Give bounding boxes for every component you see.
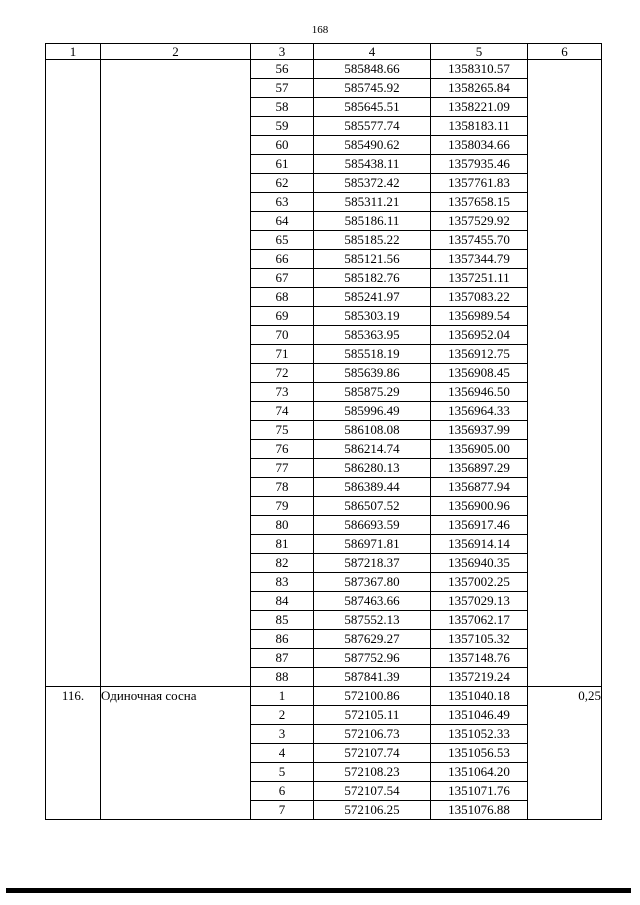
y-coordinate-cell: 1356897.29	[431, 459, 528, 478]
x-coordinate-cell: 585645.51	[314, 98, 431, 117]
point-number-cell: 74	[251, 402, 314, 421]
x-coordinate-cell: 585577.74	[314, 117, 431, 136]
header-row	[46, 44, 602, 60]
point-number-cell: 62	[251, 174, 314, 193]
object-number-cell: 116.	[46, 687, 101, 820]
x-coordinate-cell: 585311.21	[314, 193, 431, 212]
table-row	[46, 687, 602, 706]
y-coordinate-cell: 1356989.54	[431, 307, 528, 326]
x-coordinate-cell: 586108.08	[314, 421, 431, 440]
y-coordinate-cell: 1357105.32	[431, 630, 528, 649]
point-number-cell: 59	[251, 117, 314, 136]
y-coordinate-cell: 1357148.76	[431, 649, 528, 668]
x-coordinate-cell: 585438.11	[314, 155, 431, 174]
y-coordinate-cell: 1358310.57	[431, 60, 528, 79]
point-number-cell: 71	[251, 345, 314, 364]
x-coordinate-cell: 572105.11	[314, 706, 431, 725]
x-coordinate-cell: 572106.73	[314, 725, 431, 744]
x-coordinate-cell: 586507.52	[314, 497, 431, 516]
y-coordinate-cell: 1357935.46	[431, 155, 528, 174]
header-col-1: 1	[46, 44, 101, 60]
y-coordinate-cell: 1357529.92	[431, 212, 528, 231]
point-number-cell: 85	[251, 611, 314, 630]
x-coordinate-cell: 585363.95	[314, 326, 431, 345]
point-number-cell: 84	[251, 592, 314, 611]
y-coordinate-cell: 1351071.76	[431, 782, 528, 801]
y-coordinate-cell: 1356946.50	[431, 383, 528, 402]
y-coordinate-cell: 1357002.25	[431, 573, 528, 592]
y-coordinate-cell: 1357251.11	[431, 269, 528, 288]
point-number-cell: 75	[251, 421, 314, 440]
y-coordinate-cell: 1351076.88	[431, 801, 528, 820]
x-coordinate-cell: 587463.66	[314, 592, 431, 611]
point-number-cell: 1	[251, 687, 314, 706]
y-coordinate-cell: 1358265.84	[431, 79, 528, 98]
point-number-cell: 65	[251, 231, 314, 250]
x-coordinate-cell: 572106.25	[314, 801, 431, 820]
y-coordinate-cell: 1358034.66	[431, 136, 528, 155]
x-coordinate-cell: 585745.92	[314, 79, 431, 98]
point-number-cell: 87	[251, 649, 314, 668]
y-coordinate-cell: 1357029.13	[431, 592, 528, 611]
x-coordinate-cell: 586693.59	[314, 516, 431, 535]
point-number-cell: 64	[251, 212, 314, 231]
x-coordinate-cell: 585875.29	[314, 383, 431, 402]
y-coordinate-cell: 1356908.45	[431, 364, 528, 383]
coordinates-table	[45, 43, 602, 820]
point-number-cell: 66	[251, 250, 314, 269]
x-coordinate-cell: 585303.19	[314, 307, 431, 326]
y-coordinate-cell: 1356964.33	[431, 402, 528, 421]
y-coordinate-cell: 1351046.49	[431, 706, 528, 725]
x-coordinate-cell: 587629.27	[314, 630, 431, 649]
x-coordinate-cell: 585639.86	[314, 364, 431, 383]
point-number-cell: 80	[251, 516, 314, 535]
x-coordinate-cell: 585121.56	[314, 250, 431, 269]
point-number-cell: 3	[251, 725, 314, 744]
y-coordinate-cell: 1356917.46	[431, 516, 528, 535]
table-body	[46, 60, 602, 820]
point-number-cell: 69	[251, 307, 314, 326]
x-coordinate-cell: 585996.49	[314, 402, 431, 421]
x-coordinate-cell: 587218.37	[314, 554, 431, 573]
point-number-cell: 63	[251, 193, 314, 212]
x-coordinate-cell: 587552.13	[314, 611, 431, 630]
x-coordinate-cell: 585186.11	[314, 212, 431, 231]
point-number-cell: 60	[251, 136, 314, 155]
y-coordinate-cell: 1358221.09	[431, 98, 528, 117]
object-number-cell	[46, 60, 101, 687]
point-number-cell: 73	[251, 383, 314, 402]
point-number-cell: 56	[251, 60, 314, 79]
point-number-cell: 5	[251, 763, 314, 782]
y-coordinate-cell: 1357062.17	[431, 611, 528, 630]
point-number-cell: 2	[251, 706, 314, 725]
point-number-cell: 86	[251, 630, 314, 649]
header-col-4: 4	[314, 44, 431, 60]
x-coordinate-cell: 587752.96	[314, 649, 431, 668]
x-coordinate-cell: 585848.66	[314, 60, 431, 79]
x-coordinate-cell: 585372.42	[314, 174, 431, 193]
x-coordinate-cell: 586389.44	[314, 478, 431, 497]
x-coordinate-cell: 587367.80	[314, 573, 431, 592]
y-coordinate-cell: 1357455.70	[431, 231, 528, 250]
point-number-cell: 61	[251, 155, 314, 174]
header-col-3: 3	[251, 44, 314, 60]
x-coordinate-cell: 572108.23	[314, 763, 431, 782]
header-col-6: 6	[528, 44, 602, 60]
area-cell	[528, 60, 602, 687]
x-coordinate-cell: 585241.97	[314, 288, 431, 307]
point-number-cell: 7	[251, 801, 314, 820]
point-number-cell: 78	[251, 478, 314, 497]
y-coordinate-cell: 1356952.04	[431, 326, 528, 345]
y-coordinate-cell: 1357219.24	[431, 668, 528, 687]
object-name-cell	[101, 60, 251, 687]
y-coordinate-cell: 1358183.11	[431, 117, 528, 136]
point-number-cell: 67	[251, 269, 314, 288]
x-coordinate-cell: 585518.19	[314, 345, 431, 364]
point-number-cell: 58	[251, 98, 314, 117]
y-coordinate-cell: 1356937.99	[431, 421, 528, 440]
footer-rule	[6, 888, 631, 893]
point-number-cell: 88	[251, 668, 314, 687]
y-coordinate-cell: 1356900.96	[431, 497, 528, 516]
x-coordinate-cell: 587841.39	[314, 668, 431, 687]
y-coordinate-cell: 1356914.14	[431, 535, 528, 554]
y-coordinate-cell: 1356940.35	[431, 554, 528, 573]
point-number-cell: 68	[251, 288, 314, 307]
y-coordinate-cell: 1351064.20	[431, 763, 528, 782]
x-coordinate-cell: 585185.22	[314, 231, 431, 250]
y-coordinate-cell: 1351052.33	[431, 725, 528, 744]
point-number-cell: 79	[251, 497, 314, 516]
y-coordinate-cell: 1356905.00	[431, 440, 528, 459]
y-coordinate-cell: 1356912.75	[431, 345, 528, 364]
point-number-cell: 83	[251, 573, 314, 592]
y-coordinate-cell: 1351056.53	[431, 744, 528, 763]
x-coordinate-cell: 585182.76	[314, 269, 431, 288]
table-row	[46, 60, 602, 79]
x-coordinate-cell: 572100.86	[314, 687, 431, 706]
x-coordinate-cell: 586280.13	[314, 459, 431, 478]
y-coordinate-cell: 1356877.94	[431, 478, 528, 497]
y-coordinate-cell: 1357761.83	[431, 174, 528, 193]
object-name-cell: Одиночная сосна	[101, 687, 251, 820]
point-number-cell: 70	[251, 326, 314, 345]
area-cell: 0,25	[528, 687, 602, 820]
page-number: 168	[311, 24, 329, 36]
x-coordinate-cell: 572107.74	[314, 744, 431, 763]
header-col-5: 5	[431, 44, 528, 60]
point-number-cell: 57	[251, 79, 314, 98]
y-coordinate-cell: 1357344.79	[431, 250, 528, 269]
point-number-cell: 6	[251, 782, 314, 801]
point-number-cell: 76	[251, 440, 314, 459]
point-number-cell: 82	[251, 554, 314, 573]
x-coordinate-cell: 586971.81	[314, 535, 431, 554]
x-coordinate-cell: 586214.74	[314, 440, 431, 459]
point-number-cell: 4	[251, 744, 314, 763]
header-col-2: 2	[101, 44, 251, 60]
point-number-cell: 77	[251, 459, 314, 478]
point-number-cell: 72	[251, 364, 314, 383]
y-coordinate-cell: 1351040.18	[431, 687, 528, 706]
x-coordinate-cell: 572107.54	[314, 782, 431, 801]
y-coordinate-cell: 1357658.15	[431, 193, 528, 212]
point-number-cell: 81	[251, 535, 314, 554]
x-coordinate-cell: 585490.62	[314, 136, 431, 155]
y-coordinate-cell: 1357083.22	[431, 288, 528, 307]
